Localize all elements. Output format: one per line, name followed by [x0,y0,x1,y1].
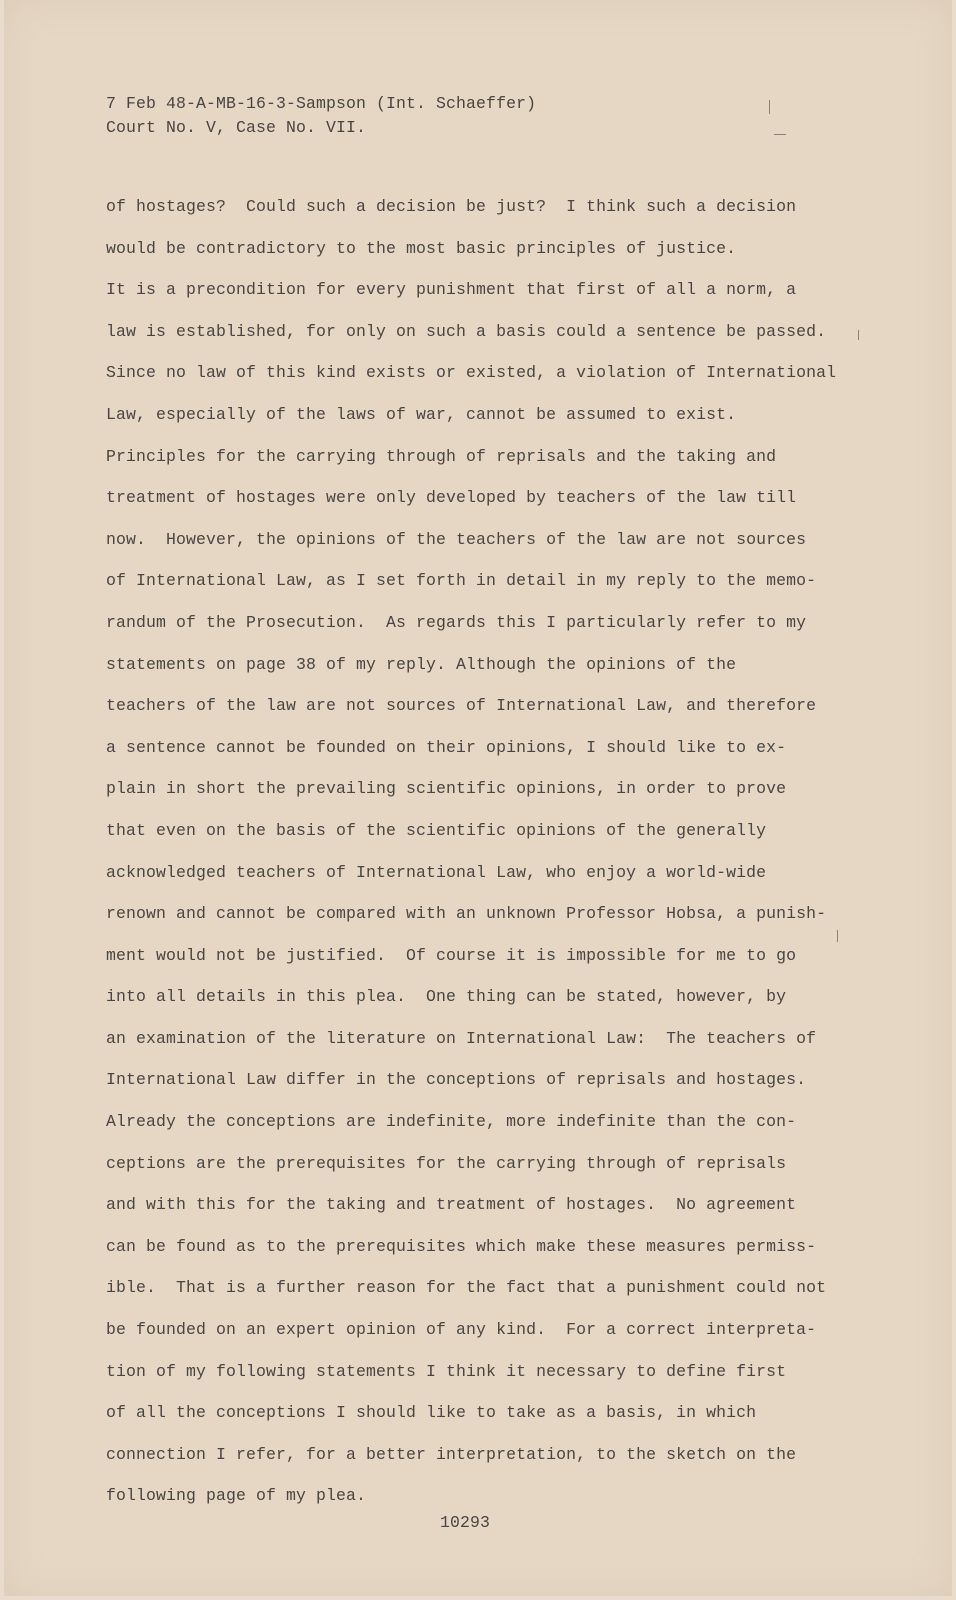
body-line: tion of my following statements I think it necessary to define first [106,1361,787,1381]
stray-mark [774,134,786,135]
body-line: that even on the basis of the scientific opinions of the generally [106,820,767,840]
body-line: an examination of the literature on International Law: The teachers of [106,1028,817,1048]
body-line: law is established, for only on such a basis could a sentence be passed. [106,321,827,341]
body-line: into all details in this plea. One thing can be stated, however, by [106,987,787,1007]
body-line: be founded on an expert opinion of any kind. For a correct interpreta- [106,1320,817,1340]
body-line: Already the conceptions are indefinite, more indefinite than the con- [106,1112,797,1132]
body-line: of International Law, as I set forth in detail in my reply to the memo- [106,571,817,591]
body-line: a sentence cannot be founded on their opinions, I should like to ex- [106,737,787,757]
body-line: following page of my plea. [106,1486,367,1506]
stray-mark [769,100,770,114]
body-line: treatment of hostages were only developed by teachers of the law till [106,488,797,508]
body-line: statements on page 38 of my reply. Although the opinions of the [106,654,737,674]
header-line-2: Court No. V, Case No. VII. [106,118,367,137]
body-line: Principles for the carrying through of reprisals and the taking and [106,446,777,466]
body-line: now. However, the opinions of the teachers of the law are not sources [106,529,807,549]
body-line: Since no law of this kind exists or existed, a violation of International [106,363,837,383]
body-line: It is a precondition for every punishment that first of all a norm, a [106,280,797,300]
body-line: acknowledged teachers of International Law, who enjoy a world-wide [106,862,767,882]
body-line: and with this for the taking and treatment of hostages. No agreement [106,1195,797,1215]
body-line: ceptions are the prerequisites for the carrying through of reprisals [106,1153,787,1173]
stray-mark [858,330,859,340]
page-number: 10293 [440,1513,491,1532]
body-line: International Law differ in the conceptions of reprisals and hostages. [106,1070,807,1090]
body-line: would be contradictory to the most basic principles of justice. [106,238,737,258]
body-line: connection I refer, for a better interpretation, to the sketch on the [106,1444,797,1464]
document-header [106,92,536,140]
stray-mark [837,930,838,942]
body-line: ible. That is a further reason for the fact that a punishment could not [106,1278,827,1298]
body-line: ment would not be justified. Of course it is impossible for me to go [106,945,797,965]
document-page [4,0,952,1596]
body-line: Law, especially of the laws of war, cannot be assumed to exist. [106,404,737,424]
body-line: teachers of the law are not sources of International Law, and therefore [106,696,817,716]
body-line: of all the conceptions I should like to take as a basis, in which [106,1403,757,1423]
body-line: plain in short the prevailing scientific opinions, in order to prove [106,779,787,799]
body-text [106,192,866,1523]
body-line: can be found as to the prerequisites which make these measures permiss- [106,1236,817,1256]
body-line: randum of the Prosecution. As regards this I particularly refer to my [106,612,807,632]
body-line: of hostages? Could such a decision be just? I think such a decision [106,197,797,216]
header-line-1: 7 Feb 48-A-MB-16-3-Sampson (Int. Schaeffer) [106,94,537,113]
body-line: renown and cannot be compared with an unknown Professor Hobsa, a punish- [106,904,827,924]
